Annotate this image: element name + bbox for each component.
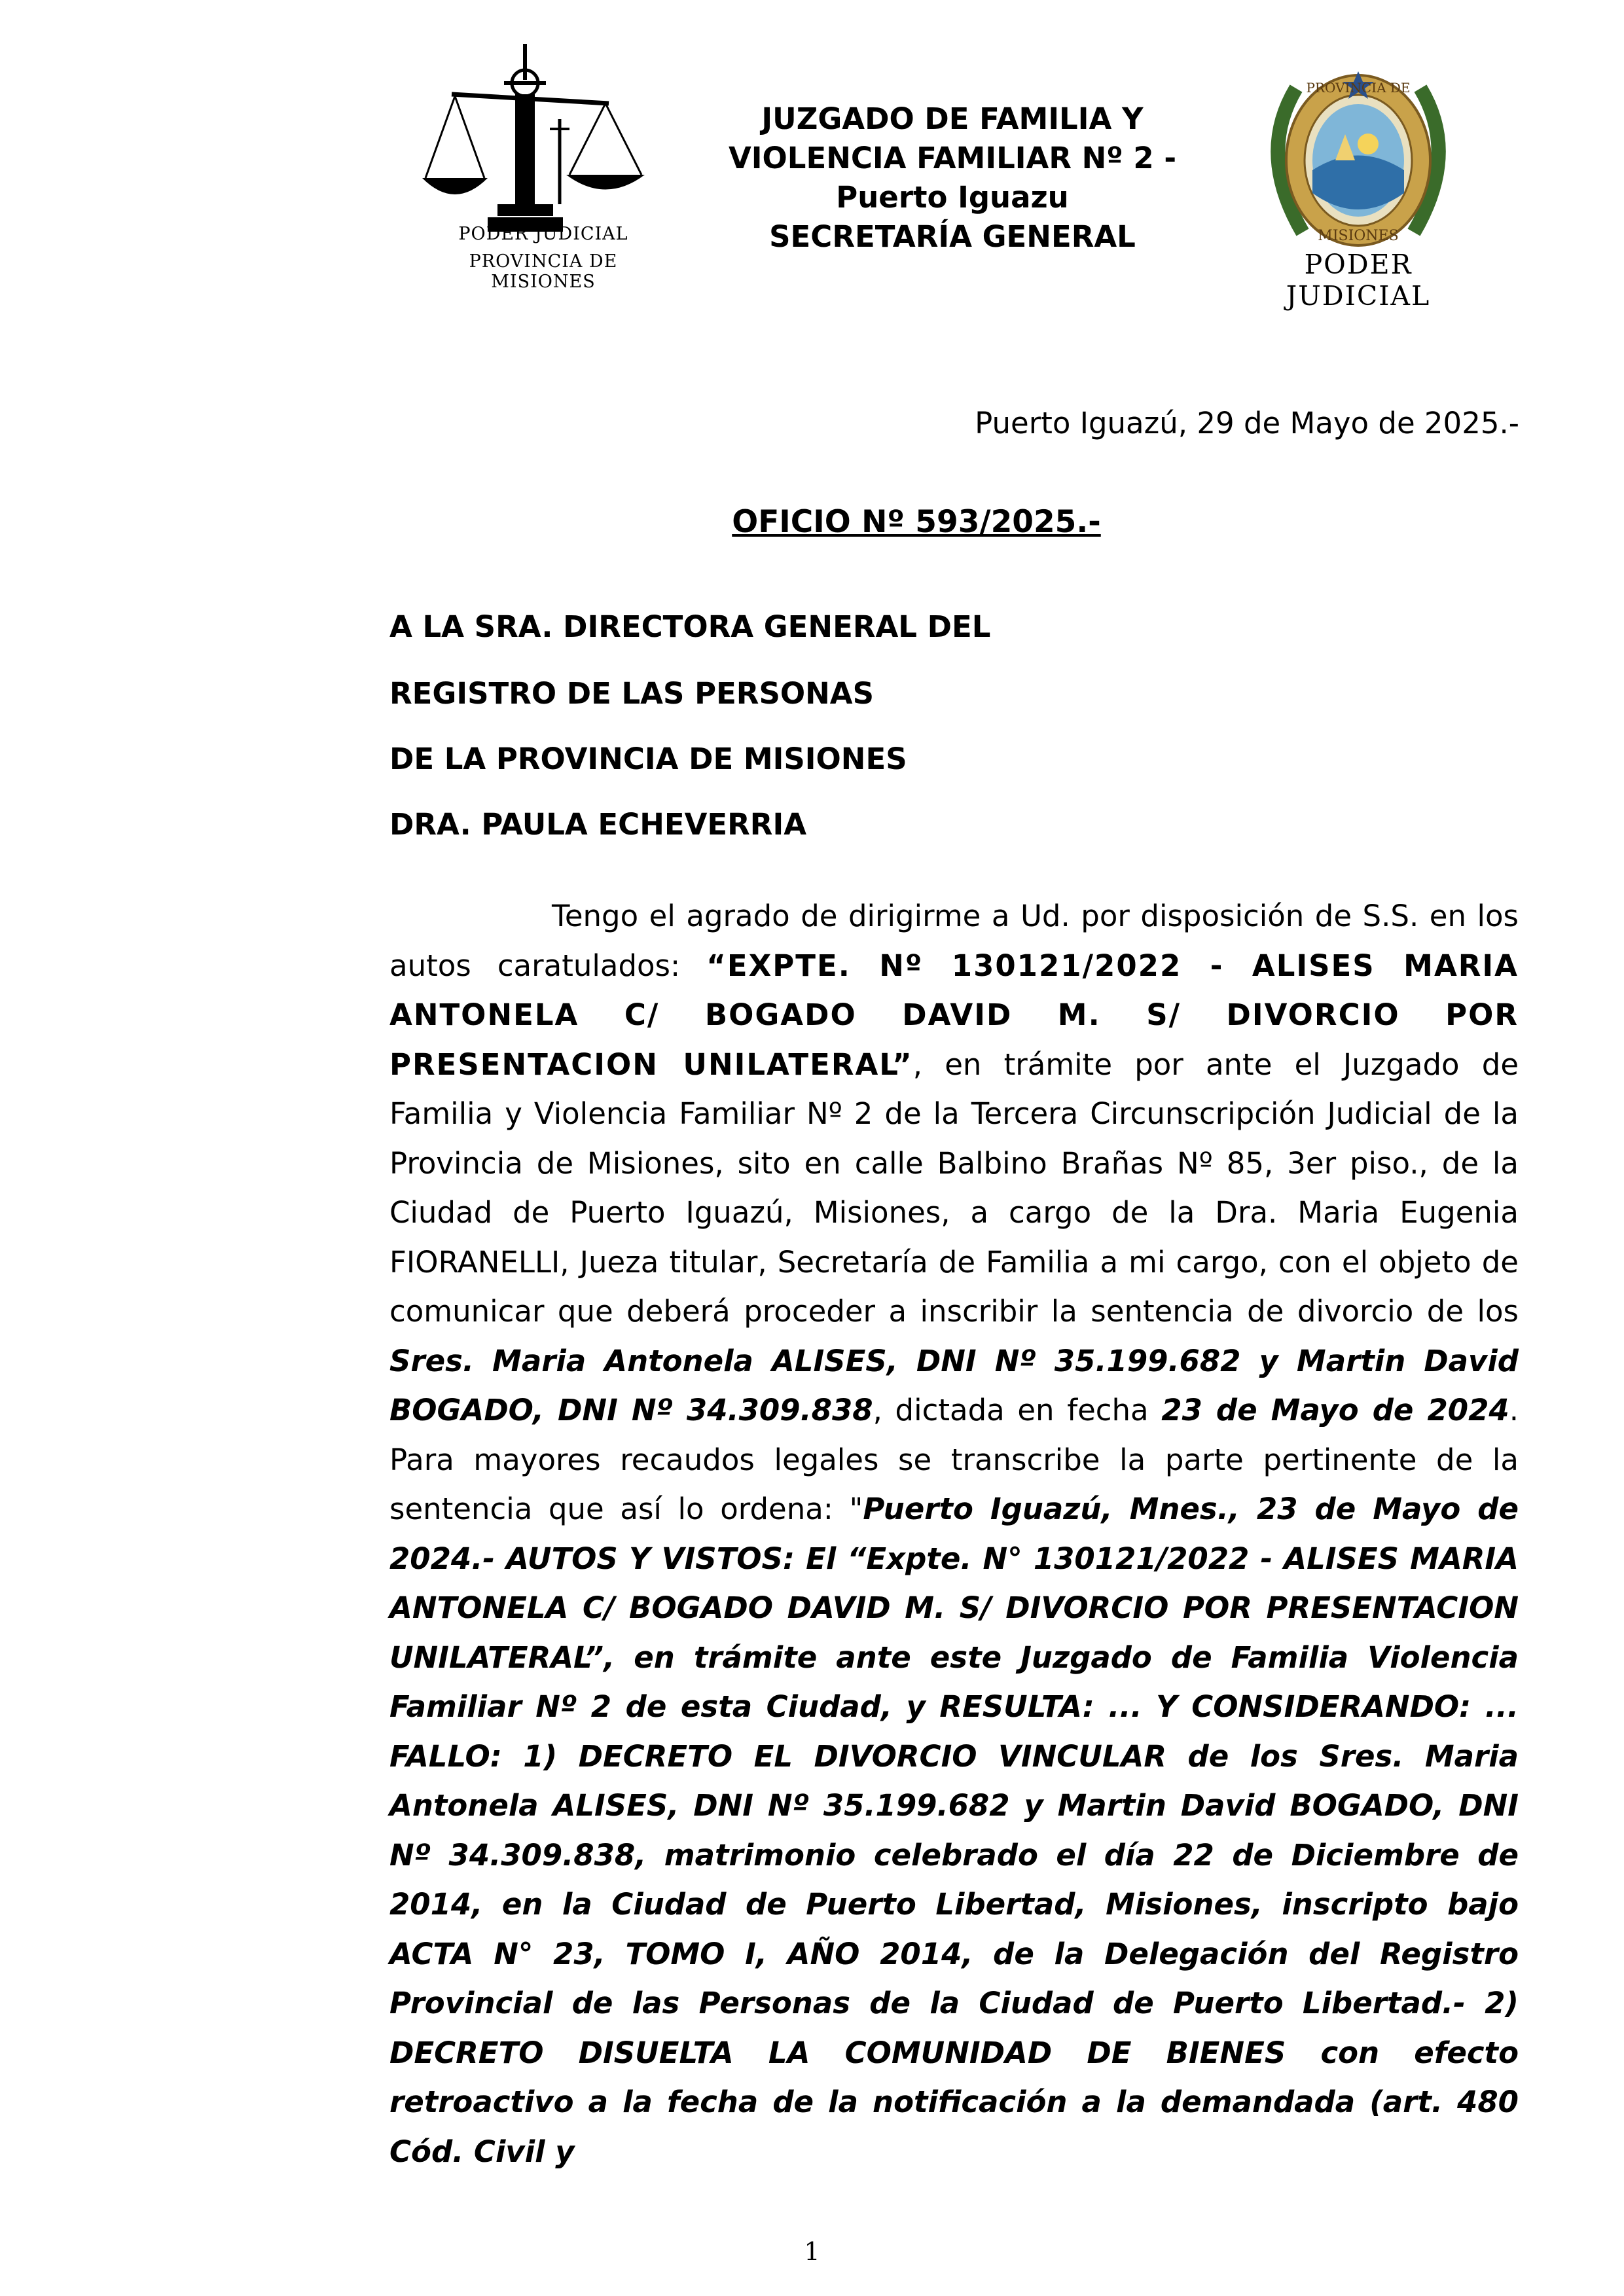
poder-judicial-scales-logo bbox=[419, 41, 668, 292]
body-dictated: , dictada en fecha bbox=[873, 1393, 1162, 1427]
page-number: 1 bbox=[804, 2237, 820, 2266]
provincia-misiones-seal-logo bbox=[1231, 62, 1486, 312]
sentence-transcription: Puerto Iguazú, Mnes., 23 de Mayo de 2024.- AUTOS Y VISTOS: El “Expte. N° 130121/2022 - ALISES MARIA ANTONELA C/ BOGADO DAVID M. S/ DIVORCIO POR PRESENTACION UNILATERAL”, en trámite ante este Juzgado de Familia Violencia Familiar Nº 2 de esta Ciudad, y RESULTA: ... Y CONSIDERANDO: ... FALLO: 1) DECRETO EL DIVORCIO VINCULAR de los Sres. Maria Antonela ALISES, DNI Nº 35.199.682 y Martin David BOGADO, DNI Nº 34.309.838, matrimonio celebrado el día 22 de Diciembre de 2014, en la Ciudad de Puerto Libertad, Misiones, inscripto bajo ACTA N° 23, TOMO I, AÑO 2014, de la Delegación del Registro Provincial de las Personas de la Ciudad de Puerto Libertad.- 2) DECRETO DISUELTA LA COMUNIDAD DE BIENES con efecto retroactivo a la fecha de la notificación a la demandada (art. 480 Cód. Civil y bbox=[389, 1492, 1519, 2169]
body-paragraph bbox=[389, 891, 1519, 2176]
letter-body bbox=[389, 891, 1519, 2176]
seal-bottom-text: MISIONES bbox=[1318, 228, 1399, 244]
addressee-line-2: REGISTRO DE LAS PERSONAS bbox=[389, 676, 875, 711]
left-logo-caption-line1: PODER JUDICIAL bbox=[458, 224, 628, 244]
header-line-2: VIOLENCIA FAMILIAR Nº 2 - bbox=[728, 141, 1176, 175]
body-court-info: , en trámite por ante el Juzgado de Familia y Violencia Familiar Nº 2 de la Tercera Circunscripción Judicial de la Provincia de Misiones, sito en calle Balbino Brañas Nº 85, 3er piso., de la Ciudad de Puerto Iguazú, Misiones, a cargo de la Dra. Maria Eugenia FIORANELLI, Jueza titular, Secretaría de Familia a mi cargo, con el objeto de comunicar que deberá proceder a inscribir la sentencia de divorcio de los bbox=[389, 1047, 1519, 1329]
sentence-date: 23 de Mayo de 2024 bbox=[1161, 1393, 1509, 1427]
court-header bbox=[694, 99, 1211, 257]
body-intro: Tengo el agrado de dirigirme a Ud. por disposición de S.S. en los autos caratulados: bbox=[389, 899, 1519, 983]
header-line-4: SECRETARÍA GENERAL bbox=[769, 219, 1136, 254]
seal-top-text: PROVINCIA DE bbox=[1306, 80, 1411, 96]
addressee-line-1: A LA SRA. DIRECTORA GENERAL DEL bbox=[389, 609, 991, 644]
header-line-3: Puerto Iguazu bbox=[836, 180, 1069, 215]
body-transcription-intro: . Para mayores recaudos legales se transcribe la parte pertinente de la sentencia que así lo ordena: " bbox=[389, 1393, 1519, 1526]
addressee-line-4: DRA. PAULA ECHEVERRIA bbox=[389, 807, 807, 842]
oficio-title: OFICIO Nº 593/2025.- bbox=[732, 504, 1101, 540]
addressee-line-3: DE LA PROVINCIA DE MISIONES bbox=[389, 742, 907, 776]
place-date: Puerto Iguazú, 29 de Mayo de 2025.- bbox=[975, 406, 1519, 440]
parties-names: Sres. Maria Antonela ALISES, DNI Nº 35.199.682 y Martin David BOGADO, DNI Nº 34.309.838 bbox=[389, 1343, 1519, 1427]
left-logo-caption-line2: PROVINCIA DE MISIONES bbox=[469, 251, 618, 292]
provincial-seal-icon bbox=[1231, 62, 1486, 252]
case-caption: “EXPTE. Nº 130121/2022 - ALISES MARIA ANTONELA C/ BOGADO DAVID M. S/ DIVORCIO POR PRESENTACION UNILATERAL” bbox=[389, 948, 1519, 1082]
header-line-1: JUZGADO DE FAMILIA Y bbox=[761, 101, 1144, 136]
right-logo-caption: PODER JUDICIAL bbox=[1286, 249, 1431, 312]
